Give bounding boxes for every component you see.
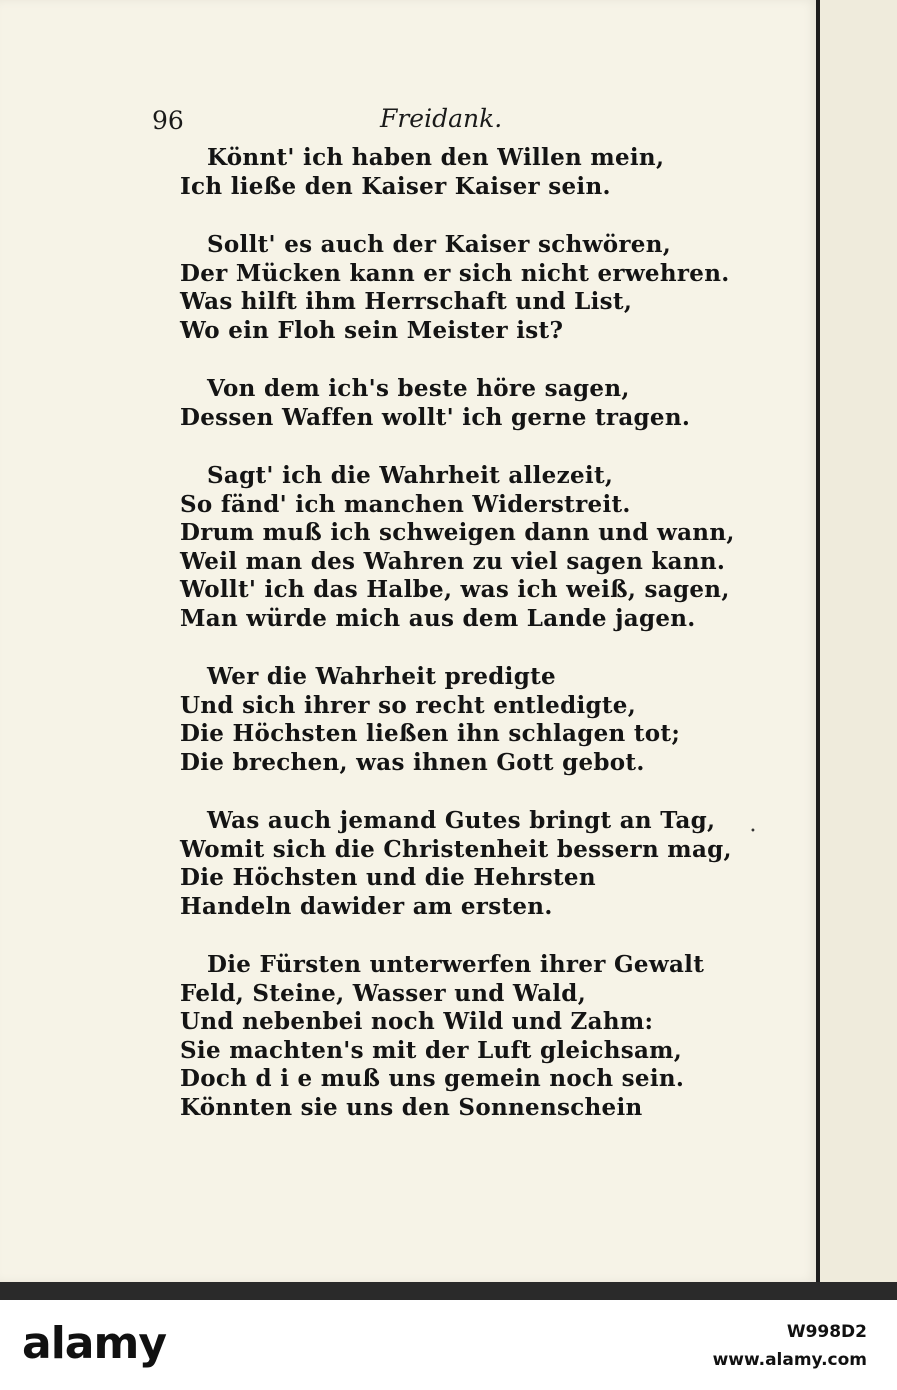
poem-line: So fänd' ich manchen Widerstreit. bbox=[180, 490, 631, 518]
poem-line: Die Fürsten unterwerfen ihrer Gewalt bbox=[207, 951, 705, 978]
poem-line: Könnt' ich haben den Willen mein, bbox=[207, 144, 665, 171]
image-url: www.alamy.com bbox=[712, 1350, 867, 1370]
poem-line: Was auch jemand Gutes bringt an Tag, bbox=[207, 807, 716, 834]
stanza bbox=[180, 663, 740, 777]
stanza bbox=[180, 807, 740, 921]
poem-line: Man würde mich aus dem Lande jagen. bbox=[180, 604, 696, 632]
poem-line: Handeln dawider am ersten. bbox=[180, 892, 553, 920]
poem-line: Die Höchsten und die Hehrsten bbox=[180, 864, 596, 891]
poem-line: Und nebenbei noch Wild und Zahm: bbox=[180, 1008, 654, 1035]
ink-speck: • bbox=[750, 826, 756, 837]
poem-line: Sollt' es auch der Kaiser schwören, bbox=[207, 231, 672, 258]
poem-line: Feld, Steine, Wasser und Wald, bbox=[180, 979, 586, 1007]
poem-line: Von dem ich's beste höre sagen, bbox=[207, 375, 630, 402]
running-head: Freidank. bbox=[380, 104, 503, 133]
poem-line: Die Höchsten ließen ihn schlagen tot; bbox=[180, 720, 681, 747]
poem-line: Weil man des Wahren zu viel sagen kann. bbox=[180, 547, 726, 575]
stanza bbox=[180, 462, 740, 633]
poem-line: Wo ein Floh sein Meister ist? bbox=[180, 316, 564, 344]
poem-line: Sagt' ich die Wahrheit allezeit, bbox=[207, 462, 614, 489]
book-cover-edge bbox=[0, 1282, 897, 1300]
poem-line: Die brechen, was ihnen Gott gebot. bbox=[180, 748, 645, 776]
poem-line: Wer die Wahrheit predigte bbox=[207, 663, 556, 690]
poem-line: Doch d i e muß uns gemein noch sein. bbox=[180, 1065, 685, 1092]
poem-line: Was hilft ihm Herrschaft und List, bbox=[180, 288, 633, 315]
poem-line: Sie machten's mit der Luft gleichsam, bbox=[180, 1036, 683, 1064]
poem-line: Drum muß ich schweigen dann und wann, bbox=[180, 519, 735, 546]
page-number: 96 bbox=[152, 106, 184, 135]
stanza bbox=[180, 231, 740, 345]
poem-line: Womit sich die Christenheit bessern mag, bbox=[180, 835, 732, 863]
poem-line: Wollt' ich das Halbe, was ich weiß, sagen, bbox=[180, 576, 730, 603]
alamy-logo: alamy bbox=[22, 1318, 166, 1369]
image-id: W998D2 bbox=[786, 1322, 867, 1342]
poem-line: Könnten sie uns den Sonnenschein bbox=[180, 1093, 643, 1121]
poem-text bbox=[180, 144, 740, 1152]
stanza bbox=[180, 375, 740, 432]
facing-page-edge bbox=[820, 0, 897, 1282]
poem-line: Dessen Waffen wollt' ich gerne tragen. bbox=[180, 403, 691, 431]
poem-line: Ich ließe den Kaiser Kaiser sein. bbox=[180, 172, 611, 200]
stanza bbox=[180, 144, 740, 201]
stanza bbox=[180, 951, 740, 1122]
poem-line: Und sich ihrer so recht entledigte, bbox=[180, 691, 637, 719]
poem-line: Der Mücken kann er sich nicht erwehren. bbox=[180, 259, 730, 287]
